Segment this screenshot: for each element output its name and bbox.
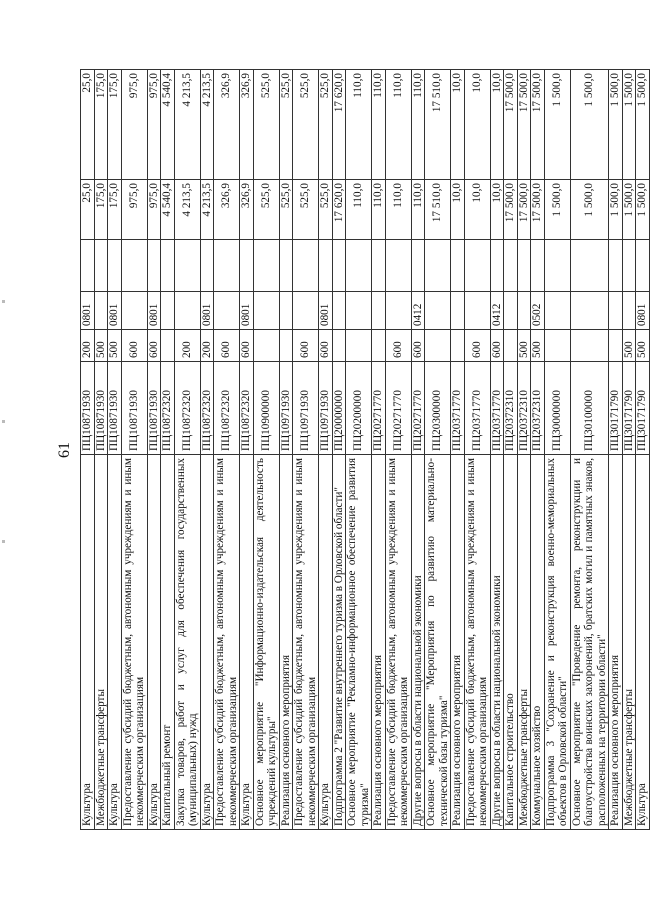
cell-v1: 110,0: [346, 180, 372, 240]
cell-vr: 200: [200, 330, 214, 362]
cell-blank: [490, 240, 504, 292]
page-number: 61: [56, 442, 73, 458]
cell-csr: ПЦ10872320: [174, 362, 200, 455]
cell-vr: [570, 330, 609, 362]
cell-v2: 17 500,0: [517, 70, 531, 180]
cell-rz: 0412: [490, 292, 504, 330]
cell-blank: [622, 240, 636, 292]
cell-blank: [240, 240, 254, 292]
cell-vr: 600: [293, 330, 319, 362]
table-row: [253, 70, 279, 830]
cell-v1: 326,9: [214, 180, 240, 240]
table-body: [81, 70, 650, 830]
cell-blank: [161, 240, 175, 292]
cell-vr: [279, 330, 293, 362]
cell-rz: 0801: [636, 292, 650, 330]
table-row: [570, 70, 609, 830]
table-row: [490, 70, 504, 830]
cell-csr: ПЦ30100000: [570, 362, 609, 455]
cell-vr: 600: [490, 330, 504, 362]
cell-rz: 0801: [81, 292, 95, 330]
cell-v1: 10,0: [451, 180, 465, 240]
rotated-page: [56, 70, 648, 830]
cell-vr: [253, 330, 279, 362]
cell-vr: [451, 330, 465, 362]
cell-vr: 500: [636, 330, 650, 362]
cell-rz: 0502: [531, 292, 545, 330]
cell-csr: ПЦ10872320: [200, 362, 214, 455]
cell-csr: ПЦ10871930: [81, 362, 95, 455]
cell-v2: 17 620,0: [332, 70, 346, 180]
cell-blank: [504, 240, 518, 292]
cell-v1: 975,0: [121, 180, 147, 240]
cell-csr: ПЦ20371770: [490, 362, 504, 455]
cell-name: Основное мероприятие "Рекламно-информационное обеспечение развития туризма": [346, 455, 372, 830]
cell-rz: [94, 292, 108, 330]
cell-name: Капитальный ремонт: [161, 455, 175, 830]
cell-rz: [214, 292, 240, 330]
cell-vr: [609, 330, 623, 362]
cell-blank: [94, 240, 108, 292]
cell-vr: [332, 330, 346, 362]
cell-rz: [504, 292, 518, 330]
cell-v1: 17 500,0: [504, 180, 518, 240]
cell-v1: 525,0: [279, 180, 293, 240]
cell-name: Капитальное строительство: [504, 455, 518, 830]
cell-name: Основное мероприятие "Информационно-издательская деятельность учреждений культуры": [253, 455, 279, 830]
cell-blank: [385, 240, 411, 292]
cell-rz: [293, 292, 319, 330]
cell-rz: [464, 292, 490, 330]
table-row: [517, 70, 531, 830]
table-row: [293, 70, 319, 830]
cell-vr: 600: [319, 330, 333, 362]
cell-blank: [253, 240, 279, 292]
cell-v1: 525,0: [253, 180, 279, 240]
cell-blank: [346, 240, 372, 292]
cell-rz: [622, 292, 636, 330]
cell-vr: 600: [214, 330, 240, 362]
cell-name: Реализация основного мероприятия: [451, 455, 465, 830]
cell-csr: ПЦ20271770: [385, 362, 411, 455]
table-row: [108, 70, 122, 830]
cell-blank: [411, 240, 425, 292]
cell-vr: 200: [174, 330, 200, 362]
cell-v2: 10,0: [451, 70, 465, 180]
cell-rz: [161, 292, 175, 330]
cell-name: Закупка товаров, работ и услуг для обеспечения государственных (муниципальных) нужд: [174, 455, 200, 830]
cell-rz: [121, 292, 147, 330]
table-row: [214, 70, 240, 830]
cell-name: Предоставление субсидий бюджетным, автономным учреждениям и иным некоммерческим организациям: [293, 455, 319, 830]
cell-vr: 600: [411, 330, 425, 362]
cell-v1: 110,0: [385, 180, 411, 240]
cell-rz: 0801: [240, 292, 254, 330]
cell-vr: 600: [121, 330, 147, 362]
cell-v2: 10,0: [490, 70, 504, 180]
cell-v1: 1 500,0: [570, 180, 609, 240]
cell-csr: ПЦ20372310: [517, 362, 531, 455]
cell-csr: ПЦ10900000: [253, 362, 279, 455]
cell-rz: [425, 292, 451, 330]
cell-csr: ПЦ20371770: [451, 362, 465, 455]
cell-vr: 600: [464, 330, 490, 362]
cell-v1: 525,0: [293, 180, 319, 240]
cell-v1: 17 500,0: [517, 180, 531, 240]
table-row: [609, 70, 623, 830]
cell-rz: 0801: [200, 292, 214, 330]
table-row: [346, 70, 372, 830]
cell-v1: 17 620,0: [332, 180, 346, 240]
cell-v2: 4 213,5: [174, 70, 200, 180]
cell-rz: [332, 292, 346, 330]
table-row: [319, 70, 333, 830]
cell-blank: [531, 240, 545, 292]
cell-v2: 975,0: [147, 70, 161, 180]
cell-blank: [464, 240, 490, 292]
cell-rz: [570, 292, 609, 330]
cell-blank: [544, 240, 570, 292]
cell-name: Другие вопросы в области национальной экономики: [411, 455, 425, 830]
cell-name: Основное мероприятие "Мероприятия по развитию материально-технической базы туризма": [425, 455, 451, 830]
cell-v1: 4 213,5: [200, 180, 214, 240]
cell-blank: [279, 240, 293, 292]
cell-vr: 500: [94, 330, 108, 362]
cell-v1: 17 500,0: [531, 180, 545, 240]
cell-rz: [174, 292, 200, 330]
cell-csr: ПЦ20300000: [425, 362, 451, 455]
cell-name: Межбюджетные трансферты: [94, 455, 108, 830]
cell-vr: 600: [385, 330, 411, 362]
cell-name: Другие вопросы в области национальной экономики: [490, 455, 504, 830]
cell-name: Межбюджетные трансферты: [622, 455, 636, 830]
cell-rz: [253, 292, 279, 330]
cell-v2: 110,0: [411, 70, 425, 180]
cell-csr: ПЦ30000000: [544, 362, 570, 455]
cell-rz: [451, 292, 465, 330]
cell-v2: 10,0: [464, 70, 490, 180]
table-row: [451, 70, 465, 830]
cell-rz: [372, 292, 386, 330]
cell-vr: 500: [517, 330, 531, 362]
cell-v2: 1 500,0: [636, 70, 650, 180]
cell-v1: 175,0: [108, 180, 122, 240]
cell-rz: [517, 292, 531, 330]
cell-name: Основное мероприятие "Проведение ремонта, реконструкции и благоустройства воинских захоронений, братских могил и памятных знаков, расположенных на территории области": [570, 455, 609, 830]
cell-rz: 0801: [108, 292, 122, 330]
cell-csr: ПЦ10871930: [94, 362, 108, 455]
scan-dot: [2, 300, 5, 303]
cell-name: Реализация основного мероприятия: [279, 455, 293, 830]
cell-csr: ПЦ30171790: [636, 362, 650, 455]
cell-v2: 110,0: [346, 70, 372, 180]
cell-name: Подпрограмма 3 "Сохранение и реконструкция военно-мемориальных объектов в Орловской области": [544, 455, 570, 830]
cell-v1: 326,9: [240, 180, 254, 240]
table-row: [279, 70, 293, 830]
cell-blank: [147, 240, 161, 292]
cell-blank: [636, 240, 650, 292]
table-row: [200, 70, 214, 830]
table-row: [622, 70, 636, 830]
cell-vr: [544, 330, 570, 362]
cell-csr: ПЦ10872320: [161, 362, 175, 455]
cell-v1: 525,0: [319, 180, 333, 240]
cell-v2: 17 500,0: [531, 70, 545, 180]
cell-vr: 500: [108, 330, 122, 362]
cell-blank: [121, 240, 147, 292]
cell-rz: [346, 292, 372, 330]
table-row: [81, 70, 95, 830]
cell-v2: 17 510,0: [425, 70, 451, 180]
cell-name: Культура: [240, 455, 254, 830]
cell-v2: 25,0: [81, 70, 95, 180]
cell-v2: 1 500,0: [544, 70, 570, 180]
cell-v2: 525,0: [293, 70, 319, 180]
cell-v1: 975,0: [147, 180, 161, 240]
cell-v1: 25,0: [81, 180, 95, 240]
cell-v2: 975,0: [121, 70, 147, 180]
cell-v1: 17 510,0: [425, 180, 451, 240]
cell-v1: 4 213,5: [174, 180, 200, 240]
cell-v2: 17 500,0: [504, 70, 518, 180]
cell-vr: 200: [81, 330, 95, 362]
cell-v2: 4 213,5: [200, 70, 214, 180]
cell-v2: 525,0: [319, 70, 333, 180]
cell-rz: 0801: [147, 292, 161, 330]
table-row: [372, 70, 386, 830]
table-row: [240, 70, 254, 830]
table-row: [147, 70, 161, 830]
cell-csr: ПЦ20371770: [464, 362, 490, 455]
cell-csr: ПЦ10971930: [279, 362, 293, 455]
cell-blank: [108, 240, 122, 292]
cell-v2: 525,0: [253, 70, 279, 180]
cell-vr: 500: [622, 330, 636, 362]
table-row: [531, 70, 545, 830]
table-row: [94, 70, 108, 830]
cell-name: Предоставление субсидий бюджетным, автономным учреждениям и иным некоммерческим организациям: [121, 455, 147, 830]
cell-vr: [346, 330, 372, 362]
cell-v2: 175,0: [108, 70, 122, 180]
cell-v2: 110,0: [372, 70, 386, 180]
cell-v2: 326,9: [240, 70, 254, 180]
cell-blank: [372, 240, 386, 292]
cell-v1: 10,0: [464, 180, 490, 240]
table-row: [636, 70, 650, 830]
cell-name: Культура: [147, 455, 161, 830]
cell-csr: ПЦ10872320: [214, 362, 240, 455]
cell-blank: [570, 240, 609, 292]
cell-name: Культура: [108, 455, 122, 830]
cell-v1: 1 500,0: [544, 180, 570, 240]
cell-name: Реализация основного мероприятия: [372, 455, 386, 830]
cell-name: Культура: [81, 455, 95, 830]
cell-rz: [385, 292, 411, 330]
cell-v2: 326,9: [214, 70, 240, 180]
cell-csr: ПЦ20000000: [332, 362, 346, 455]
cell-name: Предоставление субсидий бюджетным, автономным учреждениям и иным некоммерческим организациям: [464, 455, 490, 830]
cell-blank: [332, 240, 346, 292]
cell-rz: [279, 292, 293, 330]
cell-blank: [609, 240, 623, 292]
cell-csr: ПЦ30171790: [609, 362, 623, 455]
cell-v2: 525,0: [279, 70, 293, 180]
cell-vr: 600: [240, 330, 254, 362]
cell-blank: [517, 240, 531, 292]
cell-csr: ПЦ20271770: [411, 362, 425, 455]
cell-vr: [372, 330, 386, 362]
cell-blank: [81, 240, 95, 292]
cell-v1: 1 500,0: [636, 180, 650, 240]
table-row: [174, 70, 200, 830]
cell-v1: 110,0: [411, 180, 425, 240]
cell-v2: 1 500,0: [570, 70, 609, 180]
cell-v1: 10,0: [490, 180, 504, 240]
cell-rz: [609, 292, 623, 330]
budget-table: [80, 69, 650, 830]
table-row: [544, 70, 570, 830]
cell-v2: 1 500,0: [622, 70, 636, 180]
cell-v1: 175,0: [94, 180, 108, 240]
table-row: [411, 70, 425, 830]
cell-v2: 1 500,0: [609, 70, 623, 180]
cell-name: Реализация основного мероприятия: [609, 455, 623, 830]
cell-rz: [544, 292, 570, 330]
cell-vr: 600: [147, 330, 161, 362]
cell-name: Подпрограмма 2 "Развитие внутреннего туризма в Орловской области": [332, 455, 346, 830]
cell-v1: 110,0: [372, 180, 386, 240]
cell-csr: ПЦ20372310: [531, 362, 545, 455]
cell-v1: 4 540,4: [161, 180, 175, 240]
cell-name: Предоставление субсидий бюджетным, автономным учреждениям и иным некоммерческим организациям: [214, 455, 240, 830]
cell-v1: 1 500,0: [609, 180, 623, 240]
cell-name: Культура: [636, 455, 650, 830]
cell-name: Культура: [319, 455, 333, 830]
cell-blank: [425, 240, 451, 292]
table-row: [385, 70, 411, 830]
cell-rz: 0412: [411, 292, 425, 330]
cell-vr: [425, 330, 451, 362]
table-row: [504, 70, 518, 830]
table-row: [332, 70, 346, 830]
cell-v2: 175,0: [94, 70, 108, 180]
cell-v2: 4 540,4: [161, 70, 175, 180]
cell-blank: [174, 240, 200, 292]
cell-csr: ПЦ10872320: [240, 362, 254, 455]
cell-v1: 1 500,0: [622, 180, 636, 240]
cell-vr: [504, 330, 518, 362]
cell-csr: ПЦ10971930: [293, 362, 319, 455]
cell-name: Коммунальное хозяйство: [531, 455, 545, 830]
cell-blank: [293, 240, 319, 292]
cell-csr: ПЦ30171790: [622, 362, 636, 455]
cell-blank: [451, 240, 465, 292]
cell-csr: ПЦ10971930: [319, 362, 333, 455]
cell-vr: 500: [531, 330, 545, 362]
cell-rz: 0801: [319, 292, 333, 330]
cell-blank: [319, 240, 333, 292]
cell-blank: [214, 240, 240, 292]
cell-csr: ПЦ20271770: [372, 362, 386, 455]
cell-name: Межбюджетные трансферты: [517, 455, 531, 830]
cell-name: Предоставление субсидий бюджетным, автономным учреждениям и иным некоммерческим организациям: [385, 455, 411, 830]
cell-name: Культура: [200, 455, 214, 830]
cell-csr: ПЦ10871930: [121, 362, 147, 455]
cell-csr: ПЦ10871930: [108, 362, 122, 455]
cell-vr: [161, 330, 175, 362]
cell-csr: ПЦ20200000: [346, 362, 372, 455]
cell-v2: 110,0: [385, 70, 411, 180]
scan-dot: [2, 540, 5, 543]
cell-csr: ПЦ10871930: [147, 362, 161, 455]
cell-csr: ПЦ20372310: [504, 362, 518, 455]
cell-blank: [200, 240, 214, 292]
table-row: [464, 70, 490, 830]
table-row: [161, 70, 175, 830]
table-row: [121, 70, 147, 830]
table-row: [425, 70, 451, 830]
scan-dot: [2, 420, 5, 423]
